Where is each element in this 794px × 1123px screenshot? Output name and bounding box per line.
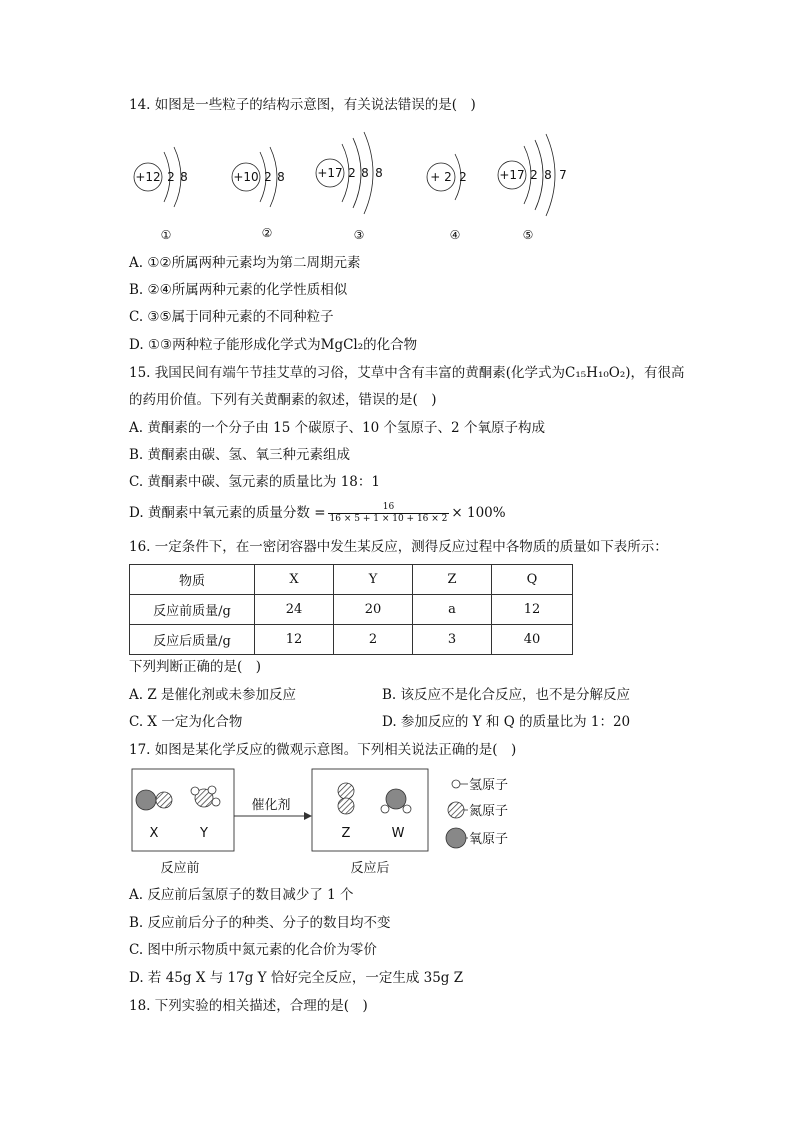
table-cell: 24 (255, 595, 334, 625)
q17-option-b: B. 反应前后分子的种类、分子的数目均不变 (129, 915, 391, 931)
q15-option-c: C. 黄酮素中碳、氢元素的质量比为 18：1 (129, 474, 380, 490)
svg-text:2: 2 (167, 170, 175, 184)
svg-text:Z: Z (341, 826, 351, 841)
table-cell: 3 (413, 625, 492, 655)
hydrogen-atom-legend-icon (452, 780, 460, 788)
svg-text:8: 8 (361, 166, 369, 180)
table-cell: a (413, 595, 492, 625)
q15-stem-line1: 15. 我国民间有端午节挂艾草的习俗，艾草中含有丰富的黄酮素(化学式为C₁₅H₁₀O₂)，有很高 (129, 365, 685, 381)
table-cell: 20 (334, 595, 413, 625)
q16-prompt: 下列判断正确的是( ) (129, 659, 262, 675)
atom-1-charge: +12 (135, 170, 161, 184)
svg-text:X: X (149, 826, 159, 841)
svg-text:8: 8 (180, 170, 188, 184)
atom-5-charge: +17 (499, 168, 525, 182)
svg-text:2: 2 (459, 170, 467, 184)
svg-text:W: W (391, 826, 405, 841)
table-header-cell: Z (413, 565, 492, 595)
table-cell: 12 (492, 595, 573, 625)
atom-4-label: ④ (449, 228, 461, 242)
table-header-cell: 物质 (130, 565, 255, 595)
table-cell: 2 (334, 625, 413, 655)
q16-option-a: A. Z 是催化剂或未参加反应 (129, 687, 297, 703)
q15-option-d: D. 黄酮素中氧元素的质量分数 = $\frac{16}{16 \times 5 + 1 \times 10 + 16 \times 2}$ × 100% (129, 502, 506, 524)
atom-1-label: ① (160, 228, 172, 242)
reaction-arrow-icon (304, 812, 312, 820)
table-header-cell: X (255, 565, 334, 595)
svg-text:2: 2 (348, 166, 356, 180)
q16-option-d: D. 参加反应的 Y 和 Q 的质量比为 1：20 (382, 714, 631, 730)
atom-2-label: ② (261, 226, 273, 240)
q14-option-b: B. ②④所属两种元素的化学性质相似 (129, 282, 348, 298)
table-cell: 12 (255, 625, 334, 655)
q17-option-d: D. 若 45g X 与 17g Y 恰好完全反应，一定生成 35g Z (129, 970, 464, 986)
q14-stem: 14. 如图是一些粒子的结构示意图，有关说法错误的是( ) (129, 97, 476, 113)
atom-3-label: ③ (353, 228, 365, 242)
table-header-cell: Q (492, 565, 573, 595)
after-reaction-label: 反应后 (350, 861, 390, 876)
table-cell: 反应前质量/g (130, 595, 255, 625)
q14-option-c: C. ③⑤属于同种元素的不同种粒子 (129, 309, 334, 325)
mass-fraction-formula: $\frac{16}{16 \times 5 + 1 \times 10 + 16 \times 2}$ (329, 502, 448, 524)
table-row (130, 625, 573, 655)
table-header-row (130, 565, 573, 595)
legend-oxygen: 氧原子 (469, 832, 509, 847)
q16-option-b: B. 该反应不是化合反应，也不是分解反应 (382, 687, 631, 703)
nitrogen-atom-legend-icon (448, 802, 464, 818)
q17-option-c: C. 图中所示物质中氮元素的化合价为零价 (129, 942, 377, 958)
atom-2-charge: +10 (233, 170, 259, 184)
svg-text:2: 2 (530, 168, 538, 182)
svg-text:Y: Y (200, 826, 208, 841)
q14-option-d: D. ①③两种粒子能形成化学式为MgCl₂的化合物 (129, 337, 418, 353)
q17-stem: 17. 如图是某化学反应的微观示意图。下列相关说法正确的是( ) (129, 742, 517, 758)
table-header-cell: Y (334, 565, 413, 595)
catalyst-label: 催化剂 (251, 798, 291, 813)
q15-option-b: B. 黄酮素由碳、氢、氧三种元素组成 (129, 447, 351, 463)
oxygen-atom-legend-icon (446, 828, 466, 848)
reaction-microscopic-diagram (128, 765, 548, 880)
q18-stem: 18. 下列实验的相关描述，合理的是( ) (129, 998, 368, 1014)
atom-4-charge: + 2 (430, 170, 452, 184)
mass-table (129, 564, 573, 655)
atom-structure-diagrams (120, 120, 600, 245)
svg-text:7: 7 (559, 168, 567, 182)
legend-nitrogen: 氮原子 (469, 804, 509, 819)
atom-5-label: ⑤ (522, 228, 534, 242)
table-cell: 反应后质量/g (130, 625, 255, 655)
svg-text:2: 2 (264, 170, 272, 184)
svg-text:8: 8 (544, 168, 552, 182)
q15-stem-line2: 的药用价值。下列有关黄酮素的叙述，错误的是( ) (129, 392, 437, 408)
table-row (130, 595, 573, 625)
svg-text:8: 8 (375, 166, 383, 180)
before-reaction-label: 反应前 (160, 861, 200, 876)
atom-3-charge: +17 (317, 166, 343, 180)
table-cell: 40 (492, 625, 573, 655)
q15-option-a: A. 黄酮素的一个分子由 15 个碳原子、10 个氢原子、2 个氧原子构成 (129, 420, 545, 436)
q16-option-c: C. X 一定为化合物 (129, 714, 243, 730)
q14-option-a: A. ①②所属两种元素均为第二周期元素 (129, 255, 361, 271)
q17-option-a: A. 反应前后氢原子的数目减少了 1 个 (129, 887, 354, 903)
q16-stem: 16. 一定条件下，在一密闭容器中发生某反应，测得反应过程中各物质的质量如下表所示： (129, 539, 668, 555)
svg-text:8: 8 (277, 170, 285, 184)
legend-hydrogen: 氢原子 (469, 778, 509, 793)
